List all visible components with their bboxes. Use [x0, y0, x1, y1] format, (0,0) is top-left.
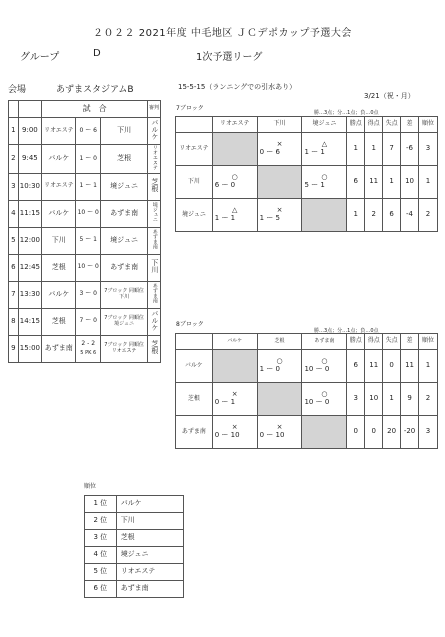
- home-team: バルケ: [42, 145, 76, 174]
- standings-row: [176, 383, 438, 416]
- block8-table: [175, 333, 438, 449]
- rank-position: 5 位: [85, 564, 117, 581]
- result-score: 0 ー 6: [259, 148, 280, 156]
- stat-win: 3: [347, 383, 365, 416]
- rank-team: 境ジュニ: [116, 547, 183, 564]
- away-team: 7ブロック 同順位 リオエステ: [101, 335, 148, 362]
- stat-gf: 11: [365, 166, 383, 199]
- schedule-table: [8, 100, 161, 363]
- ranking-table: [84, 495, 184, 598]
- result-mark: ○: [276, 357, 283, 366]
- stat-ga: 1: [383, 383, 401, 416]
- stat-rank: 3: [419, 416, 438, 449]
- ranking-row: [85, 496, 184, 513]
- stat-diff: 11: [401, 350, 419, 383]
- self-cell: [302, 416, 347, 449]
- stat-ga: 7: [383, 133, 401, 166]
- match-no: 3: [9, 173, 19, 200]
- block8-points-rule: 勝…3点；分…1点；負…0点: [314, 328, 379, 334]
- schedule-row: [9, 254, 161, 281]
- stat-rank: 2: [419, 199, 438, 232]
- team-header: あずま南: [302, 334, 347, 350]
- ref-header: 審判: [148, 101, 161, 118]
- referee: リオエステ: [151, 145, 158, 170]
- result-score: 1 ー 0: [259, 365, 280, 373]
- result-mark: △: [321, 140, 328, 149]
- referee: あずま南: [151, 229, 158, 250]
- block8-title: 8ブロック: [176, 321, 204, 328]
- stat-rank: 1: [419, 350, 438, 383]
- result-score: 6 ー 0: [214, 181, 236, 189]
- match-no: 8: [9, 308, 19, 335]
- venue-label: 会場: [8, 85, 27, 95]
- self-cell: [302, 199, 347, 232]
- result-cell: [302, 166, 347, 199]
- result-mark: ○: [321, 390, 328, 399]
- team-header: 境ジュニ: [302, 117, 347, 133]
- match-no: 7: [9, 281, 19, 308]
- date-text: 3/21（祝・月）: [364, 92, 415, 100]
- self-cell: [257, 166, 302, 199]
- result-mark: ○: [231, 173, 238, 182]
- match-time: 9:45: [18, 145, 42, 174]
- schedule-row: [9, 200, 161, 227]
- home-team: リオエステ: [42, 118, 76, 145]
- rank-position: 2 位: [85, 513, 117, 530]
- result-mark: ○: [321, 173, 328, 182]
- result-mark: ×: [276, 206, 283, 215]
- standings-row: [176, 133, 438, 166]
- result-cell: [257, 416, 302, 449]
- away-team: 7ブロック 同順位 下川: [101, 281, 148, 308]
- stat-diff: -4: [401, 199, 419, 232]
- block7-table: [175, 116, 438, 232]
- stat-rank: 1: [419, 166, 438, 199]
- result-score: 1 ー 1: [304, 148, 325, 156]
- schedule-row: [9, 145, 161, 174]
- referee: あずま南: [151, 283, 158, 304]
- stat-header-rank: 順位: [419, 117, 438, 133]
- home-team: バルケ: [42, 281, 76, 308]
- schedule-row: [9, 118, 161, 145]
- rule-text: 15-5-15（ランニングでの引水あり）: [178, 83, 297, 91]
- result-cell: [302, 350, 347, 383]
- rank-position: 1 位: [85, 496, 117, 513]
- match-score: 7 ー 0: [76, 308, 101, 335]
- schedule-header: 試 合: [42, 101, 148, 118]
- stat-win: 6: [347, 166, 365, 199]
- stat-ga: 1: [383, 166, 401, 199]
- result-mark: △: [232, 206, 238, 215]
- home-team: 芝根: [42, 308, 76, 335]
- referee: バルケ: [150, 309, 159, 331]
- result-mark: ×: [231, 390, 238, 399]
- referee: 境ジュニ: [151, 202, 158, 223]
- stat-header-win: 勝点: [347, 334, 365, 350]
- result-cell: [212, 199, 257, 232]
- ranking-row: [85, 530, 184, 547]
- team-name: 境ジュニ: [176, 199, 213, 232]
- result-cell: [212, 383, 257, 416]
- standings-row: [176, 416, 438, 449]
- result-cell: [257, 350, 302, 383]
- stat-rank: 2: [419, 383, 438, 416]
- ranking-row: [85, 513, 184, 530]
- result-score: 0 ー 10: [214, 431, 240, 439]
- match-score: 1 ー 0: [76, 145, 101, 174]
- match-score: [76, 335, 101, 362]
- result-mark: ○: [321, 357, 328, 366]
- result-mark: ×: [276, 140, 283, 149]
- team-header: 芝根: [257, 334, 302, 350]
- result-cell: [257, 199, 302, 232]
- match-score: 5 ー 1: [76, 227, 101, 254]
- self-cell: [212, 133, 257, 166]
- team-name: リオエステ: [176, 133, 213, 166]
- match-time: 14:15: [18, 308, 42, 335]
- score-main: 2 - 2: [81, 339, 96, 347]
- result-cell: [257, 133, 302, 166]
- result-score: 1 ー 1: [214, 214, 236, 222]
- referee: 芝根: [150, 178, 159, 193]
- match-time: 11:15: [18, 200, 42, 227]
- team-header: 下川: [257, 117, 302, 133]
- ranking-row: [85, 547, 184, 564]
- schedule-row: [9, 308, 161, 335]
- away-team: 7ブロック 同順位 境ジュニ: [101, 308, 148, 335]
- referee: バルケ: [150, 119, 159, 141]
- result-cell: [212, 166, 257, 199]
- stat-header-ga: 失点: [383, 334, 401, 350]
- result-score: 1 ー 5: [259, 214, 280, 222]
- block7-points-rule: 勝…3点；分…1点；負…0点: [314, 110, 379, 116]
- stat-diff: -6: [401, 133, 419, 166]
- stat-win: 6: [347, 350, 365, 383]
- referee: 芝根: [150, 340, 159, 355]
- schedule-row: [9, 281, 161, 308]
- match-no: 4: [9, 200, 19, 227]
- stat-gf: 2: [365, 199, 383, 232]
- match-score: 1 ー 1: [76, 173, 101, 200]
- stat-diff: 9: [401, 383, 419, 416]
- stage-label: 1次予選リーグ: [196, 52, 263, 63]
- stat-diff: -20: [401, 416, 419, 449]
- pk-score: 5 PK 6: [80, 350, 97, 357]
- result-score: 10 ー 0: [304, 365, 330, 373]
- rank-position: 4 位: [85, 547, 117, 564]
- stat-ga: 20: [383, 416, 401, 449]
- team-name: あずま南: [176, 416, 213, 449]
- standings-row: [176, 166, 438, 199]
- stat-header-diff: 差: [401, 117, 419, 133]
- match-no: 5: [9, 227, 19, 254]
- match-score: 10 ー 0: [76, 254, 101, 281]
- match-score: 0 ー 6: [76, 118, 101, 145]
- home-team: 下川: [42, 227, 76, 254]
- stat-header-diff: 差: [401, 334, 419, 350]
- stat-gf: 11: [365, 350, 383, 383]
- schedule-row: [9, 173, 161, 200]
- result-score: 10 ー 0: [304, 398, 330, 406]
- group-value: D: [93, 48, 101, 59]
- stat-header-ga: 失点: [383, 117, 401, 133]
- standings-row: [176, 350, 438, 383]
- page-title: ２０２２ 2021年度 中毛地区 ＪＣデポカップ予選大会: [93, 28, 352, 39]
- stat-gf: 0: [365, 416, 383, 449]
- match-time: 9:00: [18, 118, 42, 145]
- rank-team: バルケ: [116, 496, 183, 513]
- rank-team: リオエステ: [116, 564, 183, 581]
- stat-win: 0: [347, 416, 365, 449]
- referee: 下川: [150, 259, 159, 274]
- result-cell: [212, 416, 257, 449]
- result-score: 5 ー 1: [304, 181, 325, 189]
- ranking-row: [85, 581, 184, 598]
- stat-ga: 0: [383, 350, 401, 383]
- stat-diff: 10: [401, 166, 419, 199]
- venue-value: あずまスタジアムB: [56, 85, 134, 95]
- result-score: 0 ー 1: [214, 398, 236, 406]
- match-no: 1: [9, 118, 19, 145]
- self-cell: [212, 350, 257, 383]
- match-time: 15:00: [18, 335, 42, 362]
- team-header: リオエステ: [212, 117, 257, 133]
- ranking-title: 順位: [84, 483, 97, 490]
- home-team: 芝根: [42, 254, 76, 281]
- match-time: 12:00: [18, 227, 42, 254]
- self-cell: [257, 383, 302, 416]
- schedule-row: [9, 335, 161, 362]
- away-team: あずま南: [101, 200, 148, 227]
- team-name: バルケ: [176, 350, 213, 383]
- home-team: あずま南: [42, 335, 76, 362]
- stat-gf: 10: [365, 383, 383, 416]
- group-label: グループ: [20, 52, 60, 63]
- away-team: あずま南: [101, 254, 148, 281]
- ranking-row: [85, 564, 184, 581]
- home-team: バルケ: [42, 200, 76, 227]
- rank-position: 6 位: [85, 581, 117, 598]
- rank-team: 芝根: [116, 530, 183, 547]
- team-name: 下川: [176, 166, 213, 199]
- match-time: 13:30: [18, 281, 42, 308]
- match-no: 9: [9, 335, 19, 362]
- block7-title: 7ブロック: [176, 105, 204, 112]
- stat-header-gf: 得点: [365, 117, 383, 133]
- rank-team: あずま南: [116, 581, 183, 598]
- stat-header-win: 勝点: [347, 117, 365, 133]
- result-cell: [302, 133, 347, 166]
- team-name: 芝根: [176, 383, 213, 416]
- team-header: バルケ: [212, 334, 257, 350]
- match-time: 12:45: [18, 254, 42, 281]
- stat-rank: 3: [419, 133, 438, 166]
- result-cell: [302, 383, 347, 416]
- home-team: リオエステ: [42, 173, 76, 200]
- standings-row: [176, 199, 438, 232]
- stat-win: 1: [347, 133, 365, 166]
- stat-header-gf: 得点: [365, 334, 383, 350]
- away-team: 境ジュニ: [101, 227, 148, 254]
- result-mark: ×: [231, 423, 238, 432]
- away-team: 芝根: [101, 145, 148, 174]
- match-no: 6: [9, 254, 19, 281]
- result-mark: ×: [276, 423, 283, 432]
- stat-header-rank: 順位: [419, 334, 438, 350]
- away-team: 境ジュニ: [101, 173, 148, 200]
- match-score: 3 ー 0: [76, 281, 101, 308]
- match-no: 2: [9, 145, 19, 174]
- stat-win: 1: [347, 199, 365, 232]
- rank-team: 下川: [116, 513, 183, 530]
- match-score: 10 ー 0: [76, 200, 101, 227]
- stat-ga: 6: [383, 199, 401, 232]
- away-team: 下川: [101, 118, 148, 145]
- schedule-row: [9, 227, 161, 254]
- match-time: 10:30: [18, 173, 42, 200]
- stat-gf: 1: [365, 133, 383, 166]
- result-score: 0 ー 10: [259, 431, 285, 439]
- rank-position: 3 位: [85, 530, 117, 547]
